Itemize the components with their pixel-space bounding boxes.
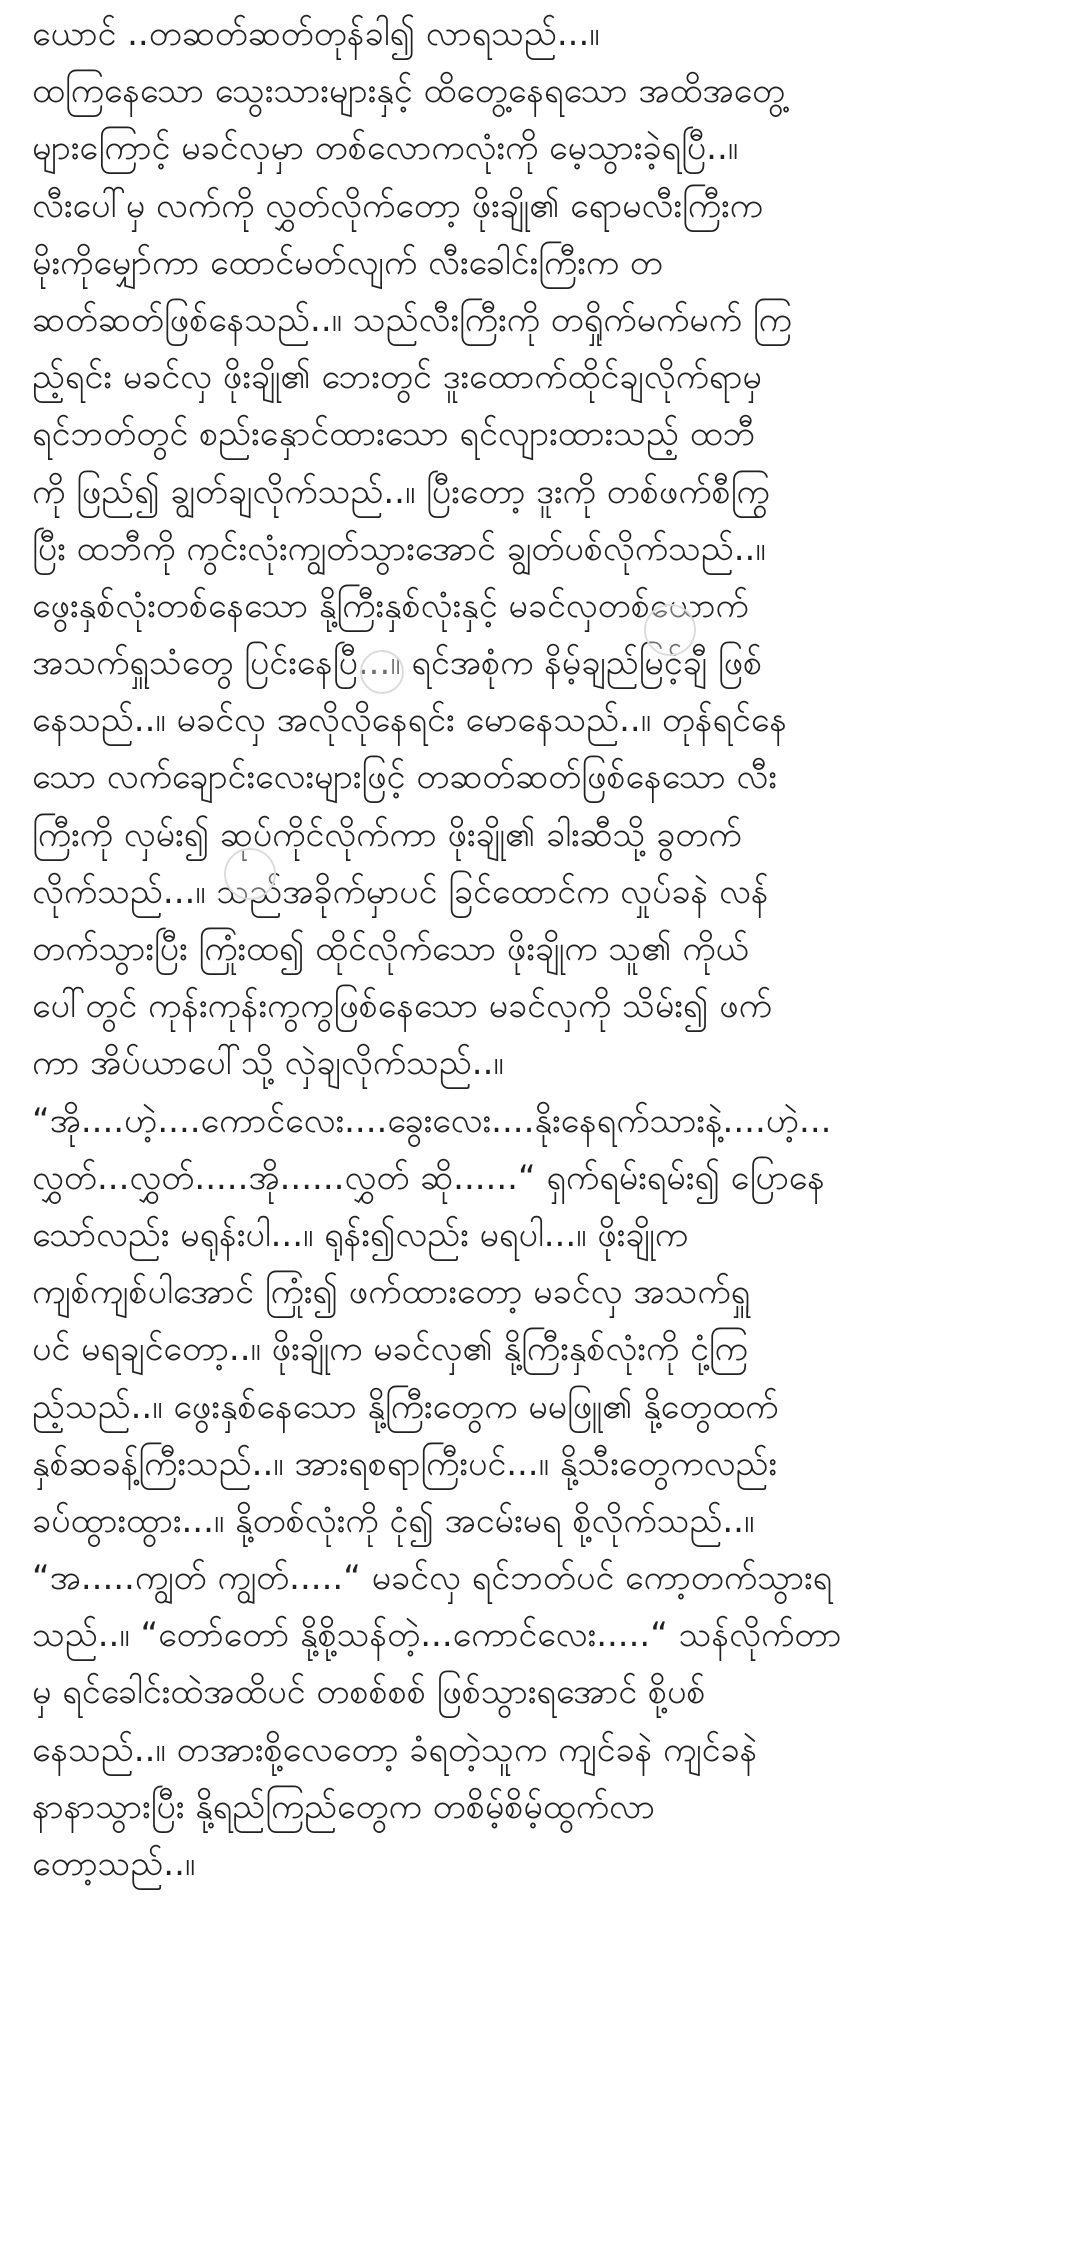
text-line-4: လီးပေါ်မှ လက်ကို လွှတ်လိုက်တော့ ဖိုးချို၏ ရောမလီးကြီးက (32, 185, 763, 226)
text-line-19: ကာ အိပ်ယာပေါ်သို့ လှဲချလိုက်သည်..။ (32, 1043, 504, 1084)
text-line-14: သော လက်ချောင်းလေးများဖြင့် တဆတ်ဆတ်ဖြစ်နေသော လီး (32, 757, 777, 798)
text-line-17: တက်သွားပြီး ကြုံးထ၍ ထိုင်လိုက်သော ဖိုးချိုက သူ၏ ကိုယ် (32, 929, 749, 969)
text-line-22: သော်လည်း မရုန်းပါ...။ ရုန်း၍လည်း မရပါ...။ ဖိုးချိုက (32, 1214, 688, 1255)
text-line-18: ပေါ်တွင် ကုန်းကုန်းကွကွဖြစ်နေသော မခင်လှကို သိမ်း၍ ဖက် (32, 986, 772, 1027)
text-line-27: ခပ်ထွားထွား...။ နို့တစ်လုံးကို ငုံ၍ အငမ်းမရ စို့လိုက်သည်..။ (32, 1500, 755, 1541)
text-line-26: နှစ်ဆခန့်ကြီးသည်..။ အားရစရာကြီးပင်...။ နို့သီးတွေကလည်း (32, 1443, 777, 1484)
text-line-6: ဆတ်ဆတ်ဖြစ်နေသည်..။ သည်လီးကြီးကို တရှိုက်မက်မက် ကြ (32, 299, 792, 340)
text-line-3: များကြောင့် မခင်လှမှာ တစ်လောကလုံးကို မေ့သွားခဲ့ရပြီ..။ (32, 128, 739, 169)
text-line-13: နေသည်..။ မခင်လှ အလိုလိုနေရင်း မောနေသည်..။ တုန်ရင်နေ (32, 700, 787, 741)
text-line-20: “အို....ဟဲ့....ကောင်လေး....ခွေးလေး....နိုးနေရက်သားနဲ့....ဟဲ့... (32, 1100, 832, 1141)
text-line-12: အသက်ရှူသံတွေ ပြင်းနေပြီ...။ ရင်အစုံက နိမ့်ချည်မြင့်ချီ ဖြစ် (32, 643, 763, 684)
text-line-8: ရင်ဘတ်တွင် စည်းနှောင်ထားသော ရင်လျားထားသည့် ထဘီ (32, 414, 756, 455)
text-line-28: “အ.....ကျွတ် ကျွတ်.....“ မခင်လှ ရင်ဘတ်ပင် ကော့တက်သွားရ (32, 1558, 833, 1599)
text-line-29: သည်..။ “တော်တော် နို့စို့သန်တဲ့...ကောင်လေး.....“ သန်လိုက်တာ (32, 1615, 842, 1656)
text-line-30: မှ ရင်ခေါင်းထဲအထိပင် တစစ်စစ် ဖြစ်သွားရအောင် စို့ပစ် (32, 1672, 706, 1713)
text-line-10: ပြီး ထဘီကို ကွင်းလုံးကျွတ်သွားအောင် ချွတ်ပစ်လိုက်သည်..။ (32, 528, 766, 569)
text-line-23: ကျစ်ကျစ်ပါအောင် ကြုံး၍ ဖက်ထားတော့ မခင်လှ အသက်ရှူ (32, 1272, 751, 1313)
text-line-21: လွှတ်...လွှတ်.....အို......လွှတ် ဆို......“ ရှက်ရမ်းရမ်း၍ ပြောနေ (32, 1157, 825, 1198)
text-line-32: နာနာသွားပြီး နို့ရည်ကြည်တွေက တစိမ့်စိမ့်ထွက်လာ (32, 1786, 655, 1827)
text-line-15: ကြီးကို လှမ်း၍ ဆုပ်ကိုင်လိုက်ကာ ဖိုးချို၏ ခါးဆီသို့ ခွတက် (32, 814, 742, 855)
touch-indicator-icon (224, 848, 276, 900)
text-line-2: ထကြနေသော သွေးသားများနှင့် ထိတွေ့နေရသော အထိအတွေ့ (32, 71, 786, 112)
text-line-25: ည့်သည်..။ ဖွေးနှစ်နေသော နို့ကြီးတွေက မမဖြူ၏ နို့တွေထက် (32, 1386, 779, 1427)
text-line-16: လိုက်သည်...။ သည်အခိုက်မှာပင် ခြင်ထောင်က လှုပ်ခနဲ လန် (32, 871, 769, 912)
text-line-31: နေသည်..။ တအားစို့လေတော့ ခံရတဲ့သူက ကျင်ခနဲ ကျင်ခနဲ (32, 1729, 758, 1770)
text-line-7: ည့်ရင်း မခင်လှ ဖိုးချို၏ ဘေးတွင် ဒူးထောက်ထိုင်ချလိုက်ရာမှ (32, 357, 762, 398)
touch-indicator-icon (644, 604, 696, 656)
text-line-11: ဖွေးနှစ်လုံးတစ်နေသော နို့ကြီးနှစ်လုံးနှင့် မခင်လှတစ်ယောက် (32, 585, 749, 626)
touch-indicator-icon (360, 650, 404, 694)
text-line-9: ကို ဖြည်၍ ချွတ်ချလိုက်သည်..။ ပြီးတော့ ဒူးကို တစ်ဖက်စီကြွ (32, 471, 770, 512)
text-line-5: မိုးကိုမျှော်ကာ ထောင်မတ်လျက် လီးခေါင်းကြီးက တ (32, 242, 663, 283)
story-text-body (32, 6, 1062, 1893)
text-line-24: ပင် မရချင်တော့..။ ဖိုးချိုက မခင်လှ၏ နို့ကြီးနှစ်လုံးကို ငုံ့ကြ (32, 1329, 748, 1370)
text-line-1: ယောင် ..တဆတ်ဆတ်တုန်ခါ၍ လာရသည်...။ (32, 14, 600, 54)
text-line-33: တော့သည်..။ (32, 1844, 196, 1884)
